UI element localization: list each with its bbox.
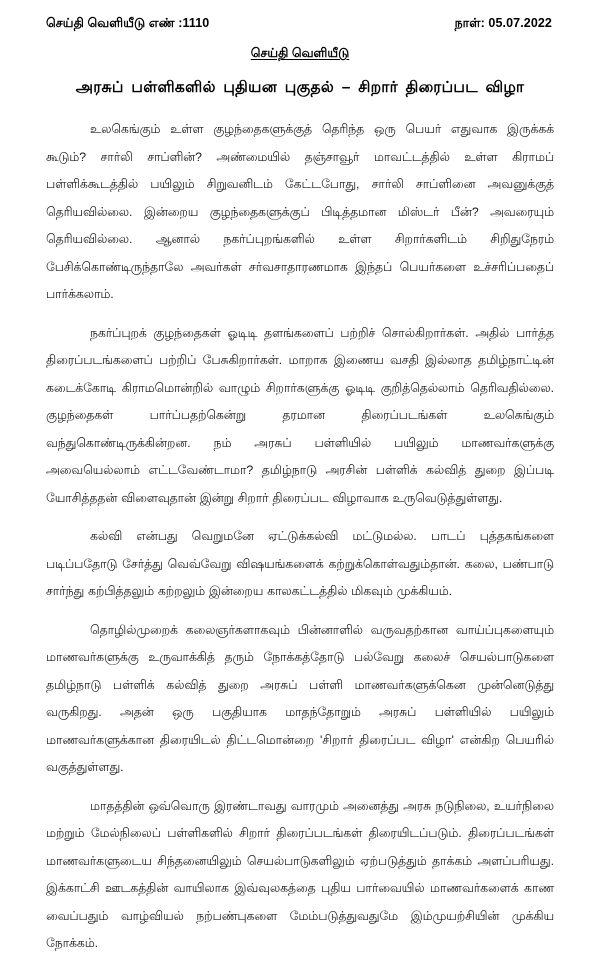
body-paragraph: நகர்ப்புறக் குழந்தைகள் ஓடிடி தளங்களைப் பற்றிச் சொல்கிறார்கள். அதில் பார்த்த திரைப்படங்களைப் பற்றிப் பேசுகிறார்கள். மாறாக இணைய வசதி இல்லாத தமிழ்நாட்டின் கடைக்கோடி கிராமமொன்றில் வாழும் சிறார்களுக்கு ஓடிடி குறித்தெல்லாம் தெரிவதில்லை. குழந்தைகள் பார்ப்பதற்கென்று தரமான திரைப்படங்கள் உலகெங்கும் வந்துகொண்டிருக்கின்றன. நம் அரசுப் பள்ளியில் பயிலும் மாணவர்களுக்கு அவையெல்லாம் எட்டவேண்டாமா? தமிழ்நாடு அரசின் பள்ளிக் கல்வித் துறை இப்படி யோசித்ததன் விளைவுதான் இன்று சிறார் திரைப்பட விழாவாக உருவெடுத்துள்ளது. [46,325,554,505]
document-header [46,16,554,32]
body-paragraph: கல்வி என்பது வெறுமனே ஏட்டுக்கல்வி மட்டுமல்ல. பாடப் புத்தகங்களை படிப்பதோடு சேர்த்து வெவ்வேறு விஷயங்களைக் கற்றுக்கொள்வதும்தான். கலை, பண்பாடு சார்ந்து கற்பித்தலும் கற்றலும் இன்றைய காலகட்டத்தில் மிகவும் முக்கியம். [46,529,554,598]
body-paragraph: உலகெங்கும் உள்ள குழந்தைகளுக்குத் தெரிந்த ஒரு பெயர் எதுவாக இருக்கக் கூடும்? சார்லி சாப்ளின்? அண்மையில் தஞ்சாவூர் மாவட்டத்தில் உள்ள கிராமப் பள்ளிக்கூடத்தில் பயிலும் சிறுவனிடம் கேட்டபோது, சார்லி சாப்ளினை அவனுக்குத் தெரியவில்லை. இன்றைய குழந்தைகளுக்குப் பிடித்தமான மிஸ்டர் பீன்? அவரையும் தெரியவில்லை. ஆனால் நகர்ப்புறங்களில் உள்ள சிறார்களிடம் சிறிதுநேரம் பேசிக்கொண்டிருந்தாலே அவர்கள் சர்வசாதாரணமாக இந்தப் பெயர்களை உச்சரிப்பதைப் பார்க்கலாம். [46,122,554,301]
page-title: அரசுப் பள்ளிகளில் புதியன புகுதல் – சிறார் திரைப்பட விழா [75,79,525,96]
release-number-label: செய்தி வெளியீடு எண் :1110 [46,16,210,30]
document-subtitle: செய்தி வெளியீடு [250,46,350,60]
body-paragraph: மாதத்தின் ஒவ்வொரு இரண்டாவது வாரமும் அனைத்து அரசு நடுநிலை, உயர்நிலை மற்றும் மேல்நிலைப் பள்ளிகளில் சிறார் திரைப்படங்கள் திரையிடப்படும். திரைப்படங்கள் மாணவர்களுடைய சிந்தனையிலும் செயல்பாடுகளிலும் ஏற்படுத்தும் தாக்கம் அளப்பரியது. இக்காட்சி ஊடகத்தின் வாயிலாக இவ்வுலகத்தை புதிய பார்வையில் மாணவர்களைக் காண வைப்பதும் வாழ்வியல் நற்பண்புகளை மேம்படுத்துவதுமே இம்முயற்சியின் முக்கிய நோக்கம். [46,798,554,950]
document-body [46,116,554,958]
release-date-label: நாள்: 05.07.2022 [454,16,552,30]
body-paragraph: தொழில்முறைக் கலைஞர்களாகவும் பின்னாளில் வருவதற்கான வாய்ப்புகளையும் மாணவர்களுக்கு உருவாக்கித் தரும் நோக்கத்தோடு பல்வேறு கலைச் செயல்பாடுகளை தமிழ்நாடு பள்ளிக் கல்வித் துறை அரசுப் பள்ளி மாணவர்களுக்கென முன்னெடுத்து வருகிறது. அதன் ஒரு பகுதியாக மாதந்தோறும் அரசுப் பள்ளியில் பயிலும் மாணவர்களுக்கான திரையிடல் திட்டமொன்றை 'சிறார் திரைப்பட விழா' என்கிற பெயரில் வகுத்துள்ளது. [46,622,554,774]
